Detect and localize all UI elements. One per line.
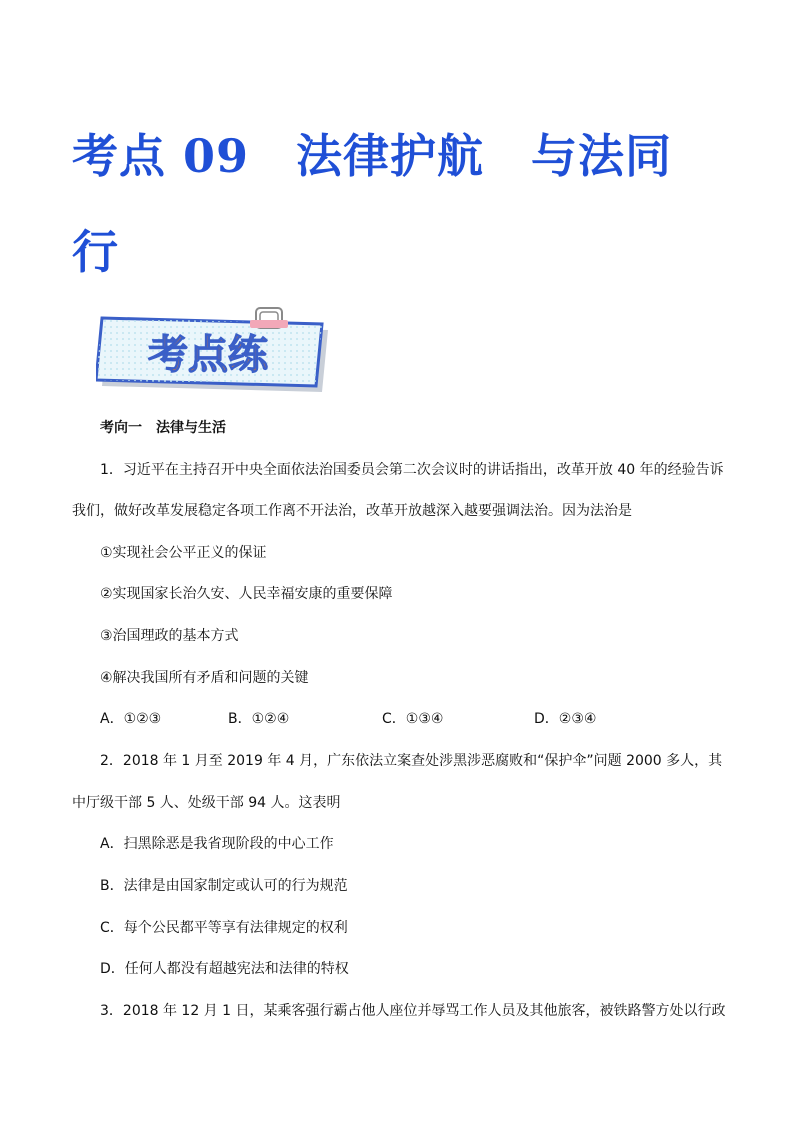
q1-options	[100, 709, 720, 729]
q2-stem-line-1: 2．2018 年 1 月至 2019 年 4 月，广东依法立案查处涉黑涉恶腐败和“保护伞”问题 2000 多人，其	[100, 753, 723, 769]
q2-stem-line-2: 中厅级干部 5 人、处级干部 94 人。这表明	[72, 795, 341, 811]
q1-option-b: B．①②④	[228, 711, 290, 727]
page-title	[72, 108, 712, 300]
q2-option-d: D．任何人都没有超越宪法和法律的特权	[100, 961, 349, 977]
section-heading: 考向一 法律与生活	[100, 420, 226, 436]
q2-option-a: A．扫黑除恶是我省现阶段的中心工作	[100, 836, 334, 852]
q1-option-a: A．①②③	[100, 711, 162, 727]
banner-label: 考点练	[148, 332, 268, 378]
q2-option-c: C．每个公民都平等享有法律规定的权利	[100, 920, 348, 936]
q1-item-2: ②实现国家长治久安、人民幸福安康的重要保障	[100, 586, 393, 602]
title-line-1: 考点 09 法律护航 与法同	[72, 129, 673, 183]
q1-item-3: ③治国理政的基本方式	[100, 628, 239, 644]
q1-item-4: ④解决我国所有矛盾和问题的关键	[100, 670, 309, 686]
q1-option-d: D．②③④	[534, 711, 597, 727]
paperclip-icon	[250, 308, 288, 328]
kaodianlian-banner	[96, 306, 336, 396]
q1-item-1: ①实现社会公平正义的保证	[100, 545, 267, 561]
q1-stem-line-1: 1．习近平在主持召开中央全面依法治国委员会第二次会议时的讲话指出，改革开放 40 年的经验告诉	[100, 462, 724, 478]
q2-option-b: B．法律是由国家制定或认可的行为规范	[100, 878, 348, 894]
title-line-2: 行	[72, 225, 119, 279]
q1-stem-line-2: 我们，做好改革发展稳定各项工作离不开法治，改革开放越深入越要强调法治。因为法治是	[72, 503, 632, 519]
q1-option-c: C．①③④	[382, 711, 444, 727]
q3-stem-line-1: 3．2018 年 12 月 1 日，某乘客强行霸占他人座位并辱骂工作人员及其他旅客，被铁路警方处以行政	[100, 1003, 726, 1019]
